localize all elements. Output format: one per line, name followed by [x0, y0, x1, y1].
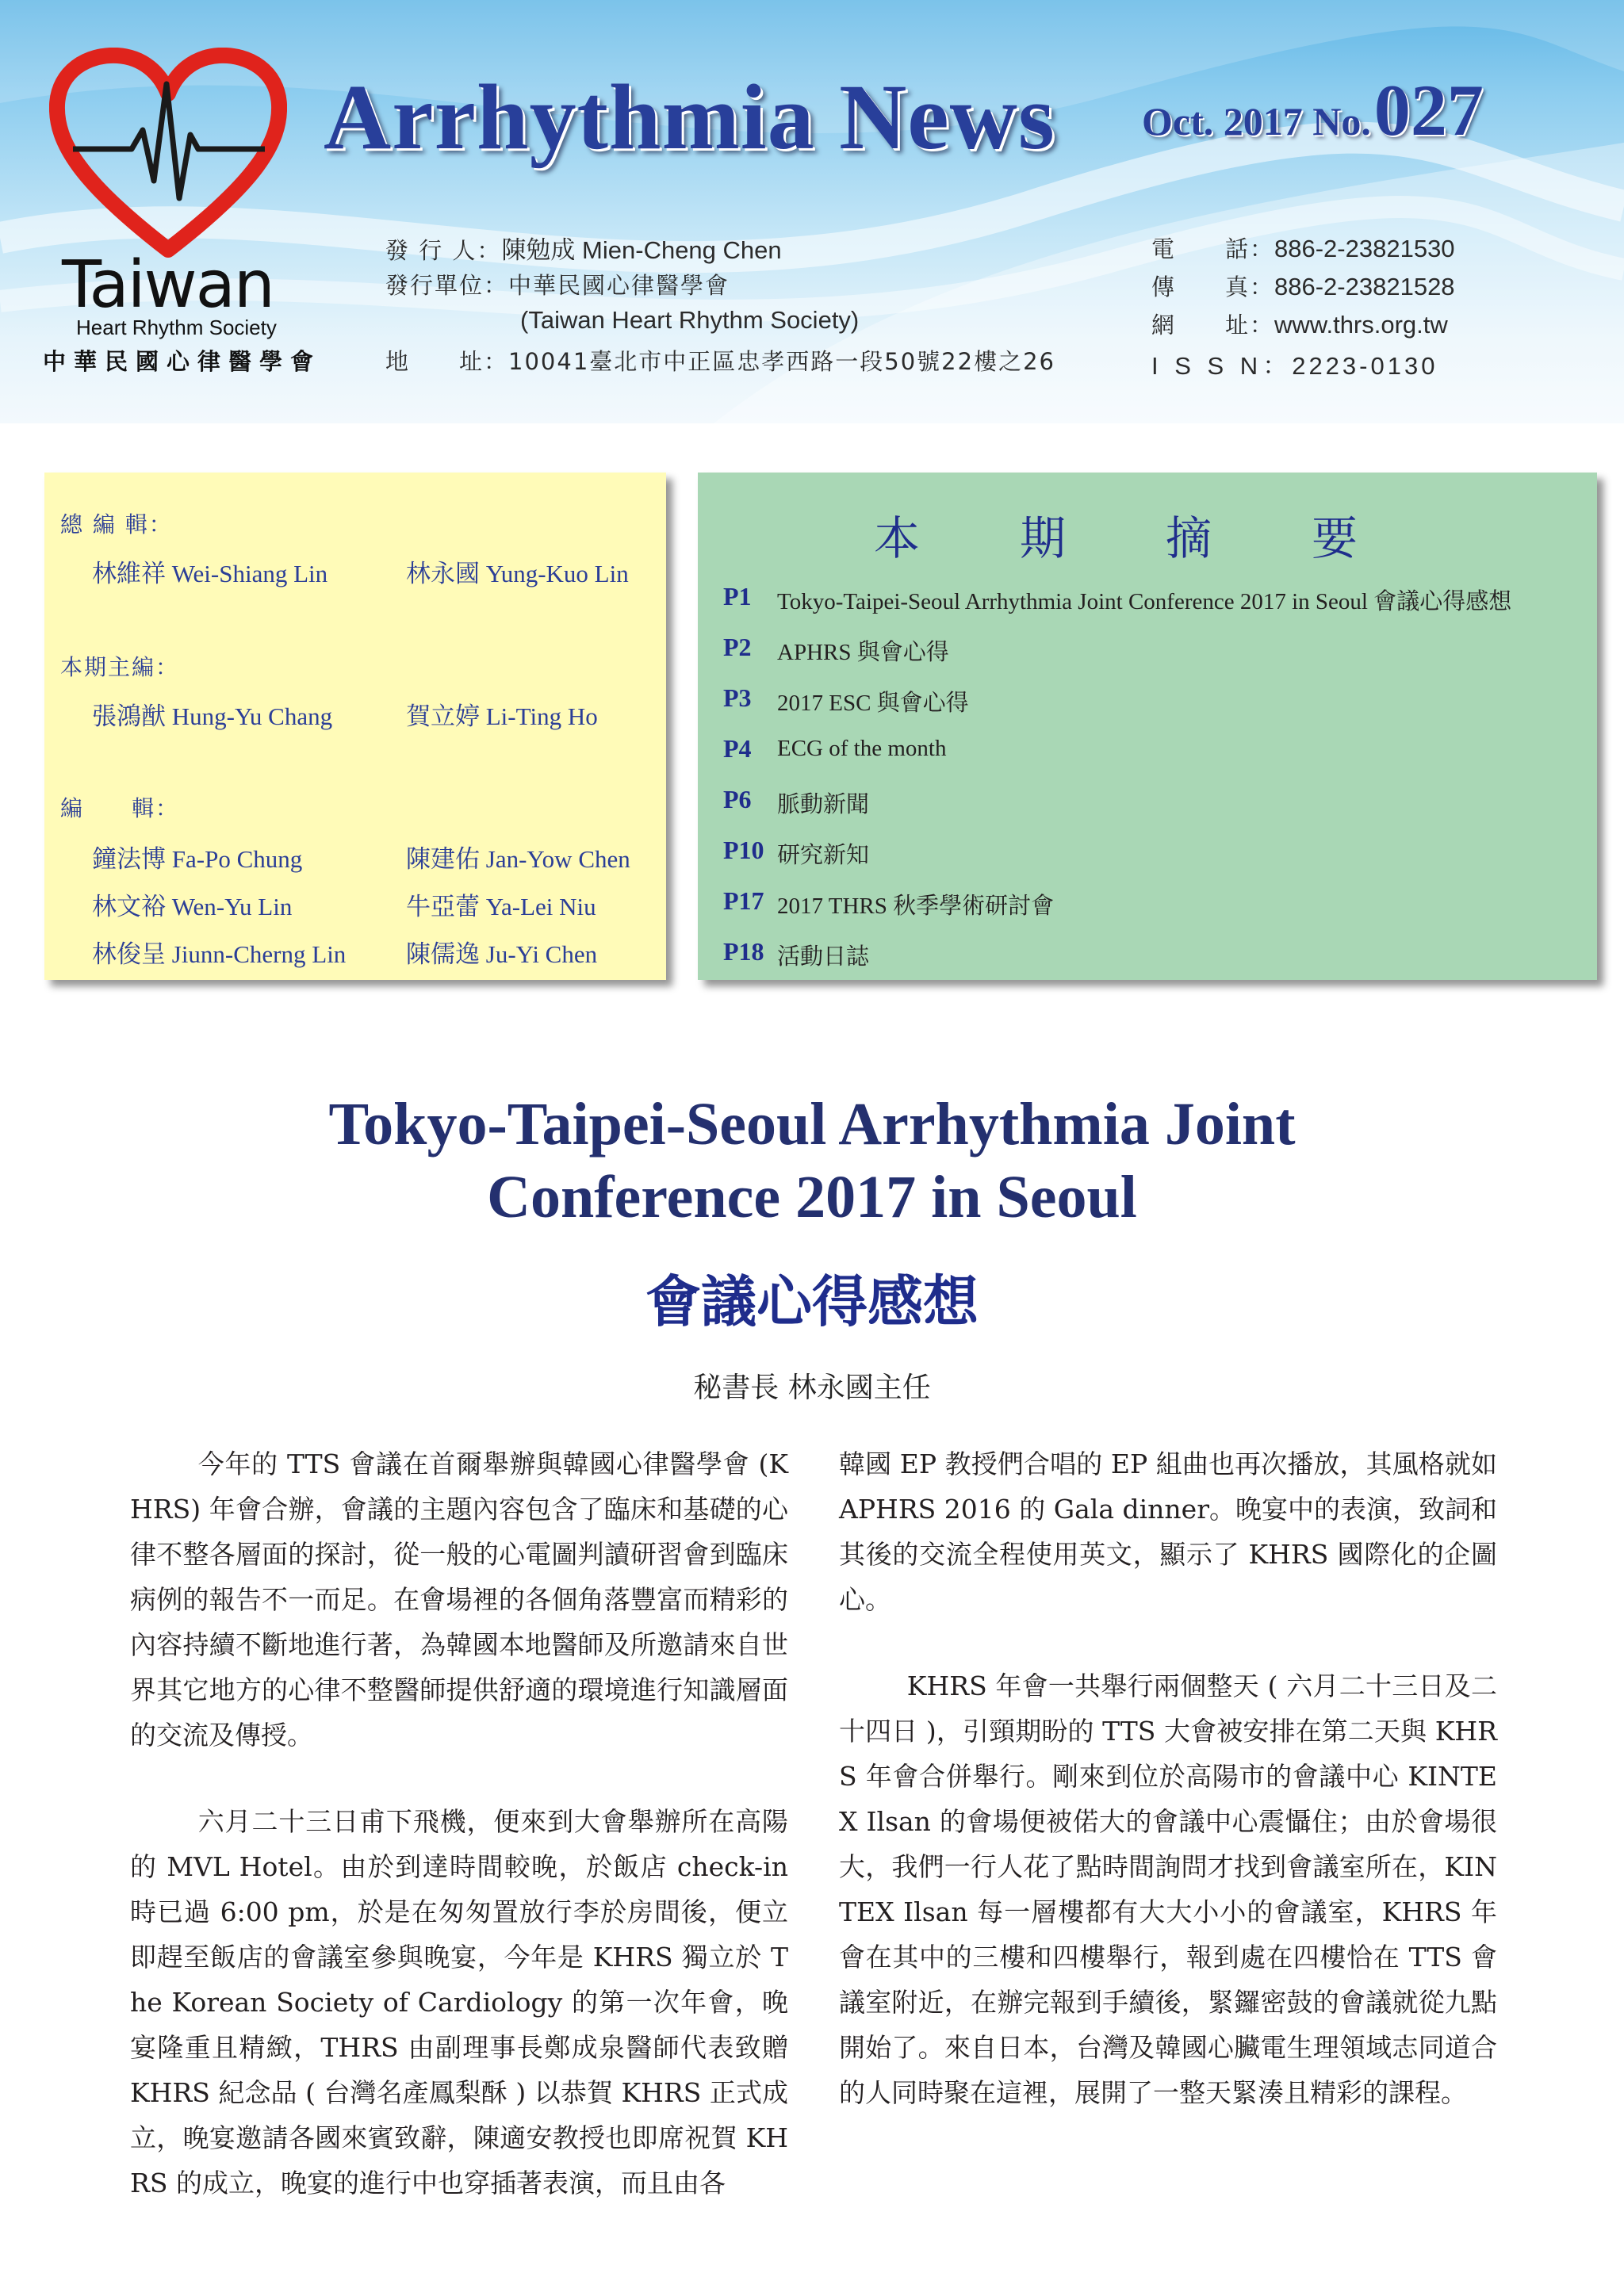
editors-label: 編 輯： [60, 795, 180, 821]
logo-chinese-name: 中華民國心律醫學會 [43, 348, 322, 375]
article-title-line: Tokyo-Taipei-Seoul Arrhythmia Joint [328, 1091, 1296, 1158]
logo-wordmark: Taiwan [62, 247, 274, 323]
editor-name: 陳儒逸 Ju-Yi Chen [406, 940, 598, 968]
issue-summary-box [698, 473, 1597, 980]
editor-name: 林俊呈 Jiunn-Cherng Lin [92, 940, 347, 968]
issue-number: 027 [1373, 70, 1484, 151]
summary-item-link[interactable]: 脈動新聞 [777, 792, 870, 817]
telephone-line [1151, 232, 1455, 264]
issn-line [1151, 346, 1438, 381]
article-author: 秘書長 林永國主任 [693, 1372, 931, 1404]
address-value: 10041臺北市中正區忠孝西路一段50號22樓之26 [508, 348, 1055, 375]
issue-date: Oct. 2017 No. [1142, 99, 1371, 144]
issue-editor-label: 本期主編： [60, 654, 180, 680]
article-paragraph: 今年的 TTS 會議在首爾舉辦與韓國心律醫學會 (KHRS) 年會合辦，會議的主題內容包含了臨床和基礎的心律不整各層面的探討，從一般的心電圖判讀研習會到臨床病例的報告不一而足。在會場裡的各個角落豐富而精彩的內容持續不斷地進行著，為韓國本地醫師及所邀請來自世界其它地方的心律不整醫師提供舒適的環境進行知識層面的交流及傳授。 [130, 1448, 788, 1751]
fax-line [1151, 270, 1455, 302]
organization-label: 發行單位： [385, 272, 509, 299]
organization-value-en: (Taiwan Heart Rhythm Society) [520, 306, 860, 334]
editor-name: 林維祥 Wei-Shiang Lin [92, 560, 328, 587]
editor-name: 林文裕 Wen-Yu Lin [92, 893, 293, 920]
publisher-value: 陳勉成 Mien-Cheng Chen [501, 236, 782, 264]
logo-subtitle: Heart Rhythm Society [76, 316, 277, 339]
summary-item-link[interactable]: 2017 ESC 與會心得 [777, 691, 969, 716]
editor-name: 林永國 Yung-Kuo Lin [406, 560, 629, 587]
article-column-right [839, 1441, 1497, 2156]
editor-name: 牛亞蕾 Ya-Lei Niu [406, 893, 596, 920]
editor-name: 張鴻猷 Hung-Yu Chang [92, 702, 333, 730]
editor-name: 賀立婷 Li-Ting Ho [406, 702, 598, 730]
article-paragraph: 韓國 EP 教授們合唱的 EP 組曲也再次播放，其風格就如 APHRS 2016 的 Gala dinner。晚宴中的表演，致詞和其後的交流全程使用英文，顯示了 KHRS 國際化的企圖心。 [839, 1448, 1497, 1615]
summary-page-number: P4 [723, 734, 752, 763]
address-line [385, 344, 1055, 377]
summary-page-number: P18 [723, 937, 764, 966]
editor-name: 鐘法博 Fa-Po Chung [92, 845, 303, 873]
fax-label: 傳 真： [1151, 274, 1275, 300]
summary-page-number: P10 [723, 836, 764, 864]
organization-value-cn: 中華民國心律醫學會 [508, 272, 730, 299]
header-banner [0, 0, 1624, 423]
summary-page-number: P17 [723, 886, 764, 915]
chief-editor-label: 總 編 輯： [60, 511, 173, 538]
article-paragraph: KHRS 年會一共舉行兩個整天 ( 六月二十三日及二十四日 )，引頸期盼的 TTS 大會被安排在第二天與 KHRS 年會合併舉行。剛來到位於高陽市的會議中心 KINTEX Ilsan 的會場便被偌大的會議中心震懾住；由於會場很大，我們一行人花了點時間詢問才找到會議室所在，KINTEX Ilsan 每一層樓都有大大小小的會議室，KHRS 年會在其中的三樓和四樓舉行，報到處在四樓恰在 TTS 會議室附近，在辦完報到手續後，緊鑼密鼓的會議就從九點開始了。來自日本，台灣及韓國心臟電生理領域志同道合的人同時聚在這裡，展開了一整天緊湊且精彩的課程。 [839, 1670, 1497, 2108]
organization-english-line [520, 306, 859, 335]
issn-value: 2223-0130 [1292, 352, 1438, 380]
summary-page-number: P3 [723, 683, 752, 712]
issn-label: I S S N： [1151, 352, 1293, 380]
article-title [0, 1088, 1624, 1234]
article-paragraph: 六月二十三日甫下飛機，便來到大會舉辦所在高陽的 MVL Hotel。由於到達時間較晚，於飯店 check-in 時已過 6:00 pm，於是在匆匆置放行李於房間後，便立即趕至飯店的會議室參與晚宴，今年是 KHRS 獨立於 The Korean Society of Cardiology 的第一次年會，晚宴隆重且精緻，THRS 由副理事長鄭成泉醫師代表致贈 KHRS 紀念品 ( 台灣名產鳳梨酥 ) 以恭賀 KHRS 正式成立，晚宴邀請各國來賓致辭，陳適安教授也即席祝賀 KHRS 的成立，晚宴的進行中也穿插著表演，而且由各 [130, 1806, 788, 2198]
heart-logo-icon [49, 48, 287, 262]
summary-item-link[interactable]: 活動日誌 [777, 944, 870, 970]
publisher-line [385, 230, 782, 266]
summary-page-number: P1 [723, 582, 752, 610]
summary-page-number: P2 [723, 633, 752, 661]
website-line [1151, 308, 1448, 340]
editorial-board-box [44, 473, 666, 980]
masthead-title: Arrhythmia News [324, 65, 1055, 169]
summary-item-link[interactable]: Tokyo-Taipei-Seoul Arrhythmia Joint Conference 2017 in Seoul 會議心得感想 [777, 589, 1512, 614]
summary-item-link[interactable]: 2017 THRS 秋季學術研討會 [777, 894, 1055, 919]
article-title-line: Conference 2017 in Seoul [487, 1164, 1137, 1230]
address-label: 地 址： [385, 348, 509, 375]
fax-value: 886-2-23821528 [1274, 273, 1455, 300]
telephone-label: 電 話： [1151, 235, 1275, 262]
summary-item-link[interactable]: 研究新知 [777, 843, 870, 868]
editor-name: 陳建佑 Jan-Yow Chen [406, 845, 630, 873]
organization-line [385, 268, 730, 300]
article-column-left [130, 1441, 788, 2247]
website-link[interactable]: www.thrs.org.tw [1274, 311, 1448, 339]
article-subtitle: 會議心得感想 [645, 1269, 979, 1334]
telephone-value: 886-2-23821530 [1274, 235, 1455, 262]
publisher-label: 發 行 人： [385, 237, 502, 264]
summary-item-link[interactable]: APHRS 與會心得 [777, 640, 949, 665]
summary-page-number: P6 [723, 785, 752, 813]
summary-title: 本期摘要 [873, 511, 1457, 565]
issue-info [1142, 68, 1484, 152]
summary-item-link[interactable]: ECG of the month [777, 736, 947, 761]
website-label: 網 址： [1151, 312, 1275, 339]
